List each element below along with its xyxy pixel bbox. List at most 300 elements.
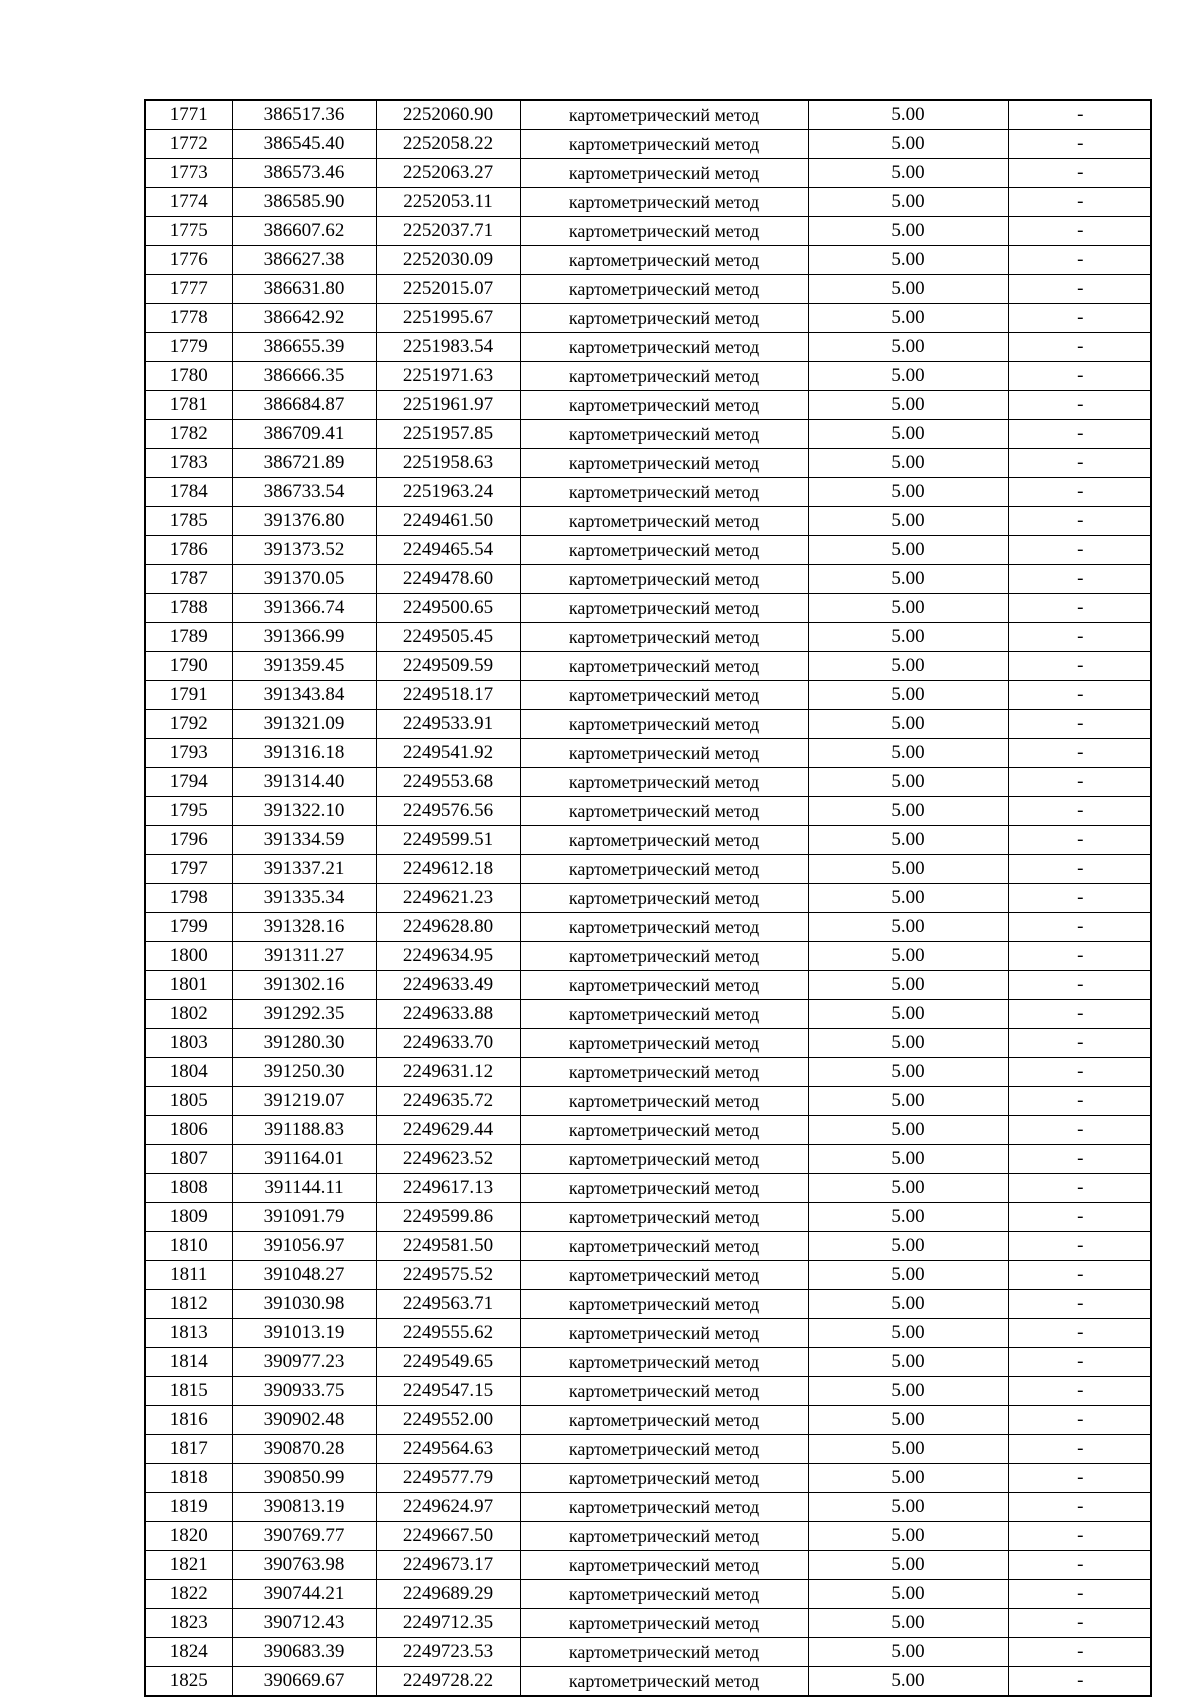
method-cell: картометрический метод bbox=[520, 275, 808, 304]
note-cell: - bbox=[1008, 333, 1152, 362]
table-row bbox=[146, 1058, 1152, 1087]
precision-cell: 5.00 bbox=[808, 1174, 1008, 1203]
y-coordinate-cell: 2249633.88 bbox=[376, 1000, 520, 1029]
note-cell: - bbox=[1008, 565, 1152, 594]
precision-cell: 5.00 bbox=[808, 449, 1008, 478]
method-cell: картометрический метод bbox=[520, 565, 808, 594]
method-cell: картометрический метод bbox=[520, 159, 808, 188]
point-number-cell: 1772 bbox=[146, 130, 232, 159]
x-coordinate-cell: 390763.98 bbox=[232, 1551, 376, 1580]
table-row bbox=[146, 1377, 1152, 1406]
x-coordinate-cell: 390850.99 bbox=[232, 1464, 376, 1493]
method-cell: картометрический метод bbox=[520, 1058, 808, 1087]
x-coordinate-cell: 391359.45 bbox=[232, 652, 376, 681]
x-coordinate-cell: 391188.83 bbox=[232, 1116, 376, 1145]
method-cell: картометрический метод bbox=[520, 855, 808, 884]
note-cell: - bbox=[1008, 1145, 1152, 1174]
precision-cell: 5.00 bbox=[808, 1580, 1008, 1609]
table-row bbox=[146, 1348, 1152, 1377]
x-coordinate-cell: 390769.77 bbox=[232, 1522, 376, 1551]
method-cell: картометрический метод bbox=[520, 1290, 808, 1319]
note-cell: - bbox=[1008, 1174, 1152, 1203]
table-row bbox=[146, 1029, 1152, 1058]
point-number-cell: 1818 bbox=[146, 1464, 232, 1493]
method-cell: картометрический метод bbox=[520, 1464, 808, 1493]
x-coordinate-cell: 390813.19 bbox=[232, 1493, 376, 1522]
y-coordinate-cell: 2249635.72 bbox=[376, 1087, 520, 1116]
note-cell: - bbox=[1008, 1319, 1152, 1348]
point-number-cell: 1805 bbox=[146, 1087, 232, 1116]
x-coordinate-cell: 391302.16 bbox=[232, 971, 376, 1000]
table-row bbox=[146, 826, 1152, 855]
note-cell: - bbox=[1008, 1232, 1152, 1261]
y-coordinate-cell: 2249673.17 bbox=[376, 1551, 520, 1580]
table-row bbox=[146, 1667, 1152, 1696]
point-number-cell: 1773 bbox=[146, 159, 232, 188]
table-row bbox=[146, 913, 1152, 942]
note-cell: - bbox=[1008, 159, 1152, 188]
y-coordinate-cell: 2251983.54 bbox=[376, 333, 520, 362]
table-row bbox=[146, 1609, 1152, 1638]
point-number-cell: 1824 bbox=[146, 1638, 232, 1667]
table-row bbox=[146, 1000, 1152, 1029]
y-coordinate-cell: 2252053.11 bbox=[376, 188, 520, 217]
y-coordinate-cell: 2251995.67 bbox=[376, 304, 520, 333]
x-coordinate-cell: 391334.59 bbox=[232, 826, 376, 855]
note-cell: - bbox=[1008, 1290, 1152, 1319]
table-row bbox=[146, 1638, 1152, 1667]
y-coordinate-cell: 2249505.45 bbox=[376, 623, 520, 652]
note-cell: - bbox=[1008, 507, 1152, 536]
x-coordinate-cell: 386684.87 bbox=[232, 391, 376, 420]
method-cell: картометрический метод bbox=[520, 1232, 808, 1261]
table-row bbox=[146, 1406, 1152, 1435]
x-coordinate-cell: 391322.10 bbox=[232, 797, 376, 826]
table-row bbox=[146, 1145, 1152, 1174]
point-number-cell: 1779 bbox=[146, 333, 232, 362]
method-cell: картометрический метод bbox=[520, 913, 808, 942]
y-coordinate-cell: 2251957.85 bbox=[376, 420, 520, 449]
note-cell: - bbox=[1008, 217, 1152, 246]
note-cell: - bbox=[1008, 1435, 1152, 1464]
x-coordinate-cell: 386627.38 bbox=[232, 246, 376, 275]
table-row bbox=[146, 797, 1152, 826]
precision-cell: 5.00 bbox=[808, 478, 1008, 507]
method-cell: картометрический метод bbox=[520, 739, 808, 768]
x-coordinate-cell: 391056.97 bbox=[232, 1232, 376, 1261]
y-coordinate-cell: 2249712.35 bbox=[376, 1609, 520, 1638]
x-coordinate-cell: 391280.30 bbox=[232, 1029, 376, 1058]
note-cell: - bbox=[1008, 652, 1152, 681]
point-number-cell: 1776 bbox=[146, 246, 232, 275]
table-row bbox=[146, 565, 1152, 594]
point-number-cell: 1792 bbox=[146, 710, 232, 739]
point-number-cell: 1784 bbox=[146, 478, 232, 507]
precision-cell: 5.00 bbox=[808, 1464, 1008, 1493]
point-number-cell: 1785 bbox=[146, 507, 232, 536]
note-cell: - bbox=[1008, 623, 1152, 652]
method-cell: картометрический метод bbox=[520, 362, 808, 391]
y-coordinate-cell: 2249547.15 bbox=[376, 1377, 520, 1406]
table-row bbox=[146, 188, 1152, 217]
y-coordinate-cell: 2249633.49 bbox=[376, 971, 520, 1000]
table-row bbox=[146, 710, 1152, 739]
point-number-cell: 1771 bbox=[146, 101, 232, 130]
method-cell: картометрический метод bbox=[520, 710, 808, 739]
y-coordinate-cell: 2252058.22 bbox=[376, 130, 520, 159]
x-coordinate-cell: 386721.89 bbox=[232, 449, 376, 478]
table-row bbox=[146, 1464, 1152, 1493]
note-cell: - bbox=[1008, 1638, 1152, 1667]
method-cell: картометрический метод bbox=[520, 826, 808, 855]
precision-cell: 5.00 bbox=[808, 565, 1008, 594]
point-number-cell: 1809 bbox=[146, 1203, 232, 1232]
table-row bbox=[146, 623, 1152, 652]
table-row bbox=[146, 217, 1152, 246]
method-cell: картометрический метод bbox=[520, 884, 808, 913]
y-coordinate-cell: 2249533.91 bbox=[376, 710, 520, 739]
table-row bbox=[146, 594, 1152, 623]
note-cell: - bbox=[1008, 1203, 1152, 1232]
point-number-cell: 1823 bbox=[146, 1609, 232, 1638]
y-coordinate-cell: 2252060.90 bbox=[376, 101, 520, 130]
method-cell: картометрический метод bbox=[520, 971, 808, 1000]
point-number-cell: 1825 bbox=[146, 1667, 232, 1696]
x-coordinate-cell: 386655.39 bbox=[232, 333, 376, 362]
method-cell: картометрический метод bbox=[520, 1377, 808, 1406]
point-number-cell: 1791 bbox=[146, 681, 232, 710]
precision-cell: 5.00 bbox=[808, 1609, 1008, 1638]
point-number-cell: 1819 bbox=[146, 1493, 232, 1522]
x-coordinate-cell: 386733.54 bbox=[232, 478, 376, 507]
point-number-cell: 1774 bbox=[146, 188, 232, 217]
x-coordinate-cell: 391164.01 bbox=[232, 1145, 376, 1174]
point-number-cell: 1795 bbox=[146, 797, 232, 826]
method-cell: картометрический метод bbox=[520, 1029, 808, 1058]
precision-cell: 5.00 bbox=[808, 797, 1008, 826]
method-cell: картометрический метод bbox=[520, 130, 808, 159]
point-number-cell: 1775 bbox=[146, 217, 232, 246]
note-cell: - bbox=[1008, 1609, 1152, 1638]
table-row bbox=[146, 652, 1152, 681]
method-cell: картометрический метод bbox=[520, 1174, 808, 1203]
y-coordinate-cell: 2249634.95 bbox=[376, 942, 520, 971]
method-cell: картометрический метод bbox=[520, 246, 808, 275]
method-cell: картометрический метод bbox=[520, 652, 808, 681]
table-row bbox=[146, 536, 1152, 565]
point-number-cell: 1800 bbox=[146, 942, 232, 971]
method-cell: картометрический метод bbox=[520, 1609, 808, 1638]
coordinates-table bbox=[146, 101, 1152, 1695]
note-cell: - bbox=[1008, 826, 1152, 855]
precision-cell: 5.00 bbox=[808, 1522, 1008, 1551]
precision-cell: 5.00 bbox=[808, 217, 1008, 246]
y-coordinate-cell: 2249541.92 bbox=[376, 739, 520, 768]
method-cell: картометрический метод bbox=[520, 1493, 808, 1522]
x-coordinate-cell: 386642.92 bbox=[232, 304, 376, 333]
method-cell: картометрический метод bbox=[520, 1116, 808, 1145]
method-cell: картометрический метод bbox=[520, 1435, 808, 1464]
point-number-cell: 1788 bbox=[146, 594, 232, 623]
table-row bbox=[146, 1522, 1152, 1551]
point-number-cell: 1796 bbox=[146, 826, 232, 855]
point-number-cell: 1816 bbox=[146, 1406, 232, 1435]
x-coordinate-cell: 390933.75 bbox=[232, 1377, 376, 1406]
y-coordinate-cell: 2249563.71 bbox=[376, 1290, 520, 1319]
x-coordinate-cell: 386709.41 bbox=[232, 420, 376, 449]
y-coordinate-cell: 2249599.51 bbox=[376, 826, 520, 855]
x-coordinate-cell: 391314.40 bbox=[232, 768, 376, 797]
note-cell: - bbox=[1008, 1087, 1152, 1116]
note-cell: - bbox=[1008, 594, 1152, 623]
note-cell: - bbox=[1008, 1522, 1152, 1551]
method-cell: картометрический метод bbox=[520, 1551, 808, 1580]
point-number-cell: 1821 bbox=[146, 1551, 232, 1580]
point-number-cell: 1794 bbox=[146, 768, 232, 797]
y-coordinate-cell: 2249577.79 bbox=[376, 1464, 520, 1493]
point-number-cell: 1808 bbox=[146, 1174, 232, 1203]
coordinates-table-frame bbox=[144, 99, 1152, 1697]
x-coordinate-cell: 391366.74 bbox=[232, 594, 376, 623]
x-coordinate-cell: 391373.52 bbox=[232, 536, 376, 565]
note-cell: - bbox=[1008, 1580, 1152, 1609]
precision-cell: 5.00 bbox=[808, 536, 1008, 565]
table-row bbox=[146, 478, 1152, 507]
precision-cell: 5.00 bbox=[808, 1551, 1008, 1580]
precision-cell: 5.00 bbox=[808, 1406, 1008, 1435]
y-coordinate-cell: 2249599.86 bbox=[376, 1203, 520, 1232]
x-coordinate-cell: 391328.16 bbox=[232, 913, 376, 942]
method-cell: картометрический метод bbox=[520, 101, 808, 130]
precision-cell: 5.00 bbox=[808, 362, 1008, 391]
table-row bbox=[146, 507, 1152, 536]
point-number-cell: 1807 bbox=[146, 1145, 232, 1174]
x-coordinate-cell: 390744.21 bbox=[232, 1580, 376, 1609]
precision-cell: 5.00 bbox=[808, 623, 1008, 652]
precision-cell: 5.00 bbox=[808, 1029, 1008, 1058]
note-cell: - bbox=[1008, 681, 1152, 710]
x-coordinate-cell: 390669.67 bbox=[232, 1667, 376, 1696]
note-cell: - bbox=[1008, 478, 1152, 507]
note-cell: - bbox=[1008, 971, 1152, 1000]
x-coordinate-cell: 391250.30 bbox=[232, 1058, 376, 1087]
note-cell: - bbox=[1008, 884, 1152, 913]
note-cell: - bbox=[1008, 913, 1152, 942]
method-cell: картометрический метод bbox=[520, 1261, 808, 1290]
table-row bbox=[146, 333, 1152, 362]
method-cell: картометрический метод bbox=[520, 942, 808, 971]
table-row bbox=[146, 1203, 1152, 1232]
table-row bbox=[146, 246, 1152, 275]
precision-cell: 5.00 bbox=[808, 913, 1008, 942]
table-row bbox=[146, 1261, 1152, 1290]
precision-cell: 5.00 bbox=[808, 594, 1008, 623]
table-row bbox=[146, 971, 1152, 1000]
method-cell: картометрический метод bbox=[520, 1580, 808, 1609]
point-number-cell: 1790 bbox=[146, 652, 232, 681]
note-cell: - bbox=[1008, 797, 1152, 826]
table-row bbox=[146, 449, 1152, 478]
table-row bbox=[146, 391, 1152, 420]
x-coordinate-cell: 391376.80 bbox=[232, 507, 376, 536]
precision-cell: 5.00 bbox=[808, 1435, 1008, 1464]
note-cell: - bbox=[1008, 1261, 1152, 1290]
precision-cell: 5.00 bbox=[808, 855, 1008, 884]
note-cell: - bbox=[1008, 1493, 1152, 1522]
method-cell: картометрический метод bbox=[520, 1319, 808, 1348]
note-cell: - bbox=[1008, 246, 1152, 275]
y-coordinate-cell: 2249689.29 bbox=[376, 1580, 520, 1609]
y-coordinate-cell: 2249628.80 bbox=[376, 913, 520, 942]
precision-cell: 5.00 bbox=[808, 188, 1008, 217]
point-number-cell: 1797 bbox=[146, 855, 232, 884]
precision-cell: 5.00 bbox=[808, 1377, 1008, 1406]
method-cell: картометрический метод bbox=[520, 1406, 808, 1435]
y-coordinate-cell: 2249478.60 bbox=[376, 565, 520, 594]
method-cell: картометрический метод bbox=[520, 478, 808, 507]
point-number-cell: 1781 bbox=[146, 391, 232, 420]
point-number-cell: 1793 bbox=[146, 739, 232, 768]
precision-cell: 5.00 bbox=[808, 420, 1008, 449]
precision-cell: 5.00 bbox=[808, 159, 1008, 188]
y-coordinate-cell: 2249723.53 bbox=[376, 1638, 520, 1667]
x-coordinate-cell: 391048.27 bbox=[232, 1261, 376, 1290]
precision-cell: 5.00 bbox=[808, 1290, 1008, 1319]
note-cell: - bbox=[1008, 1406, 1152, 1435]
note-cell: - bbox=[1008, 536, 1152, 565]
note-cell: - bbox=[1008, 449, 1152, 478]
note-cell: - bbox=[1008, 304, 1152, 333]
precision-cell: 5.00 bbox=[808, 739, 1008, 768]
note-cell: - bbox=[1008, 1348, 1152, 1377]
x-coordinate-cell: 386517.36 bbox=[232, 101, 376, 130]
y-coordinate-cell: 2249612.18 bbox=[376, 855, 520, 884]
precision-cell: 5.00 bbox=[808, 1493, 1008, 1522]
method-cell: картометрический метод bbox=[520, 1203, 808, 1232]
y-coordinate-cell: 2249564.63 bbox=[376, 1435, 520, 1464]
point-number-cell: 1820 bbox=[146, 1522, 232, 1551]
precision-cell: 5.00 bbox=[808, 1348, 1008, 1377]
precision-cell: 5.00 bbox=[808, 246, 1008, 275]
y-coordinate-cell: 2252037.71 bbox=[376, 217, 520, 246]
y-coordinate-cell: 2249667.50 bbox=[376, 1522, 520, 1551]
y-coordinate-cell: 2249581.50 bbox=[376, 1232, 520, 1261]
table-row bbox=[146, 130, 1152, 159]
x-coordinate-cell: 391030.98 bbox=[232, 1290, 376, 1319]
x-coordinate-cell: 391343.84 bbox=[232, 681, 376, 710]
note-cell: - bbox=[1008, 1667, 1152, 1696]
precision-cell: 5.00 bbox=[808, 1058, 1008, 1087]
table-row bbox=[146, 1290, 1152, 1319]
y-coordinate-cell: 2249552.00 bbox=[376, 1406, 520, 1435]
point-number-cell: 1804 bbox=[146, 1058, 232, 1087]
point-number-cell: 1814 bbox=[146, 1348, 232, 1377]
x-coordinate-cell: 391321.09 bbox=[232, 710, 376, 739]
method-cell: картометрический метод bbox=[520, 1087, 808, 1116]
point-number-cell: 1822 bbox=[146, 1580, 232, 1609]
x-coordinate-cell: 390712.43 bbox=[232, 1609, 376, 1638]
point-number-cell: 1778 bbox=[146, 304, 232, 333]
y-coordinate-cell: 2249465.54 bbox=[376, 536, 520, 565]
method-cell: картометрический метод bbox=[520, 536, 808, 565]
y-coordinate-cell: 2249624.97 bbox=[376, 1493, 520, 1522]
method-cell: картометрический метод bbox=[520, 391, 808, 420]
method-cell: картометрический метод bbox=[520, 1348, 808, 1377]
note-cell: - bbox=[1008, 275, 1152, 304]
table-row bbox=[146, 884, 1152, 913]
x-coordinate-cell: 391366.99 bbox=[232, 623, 376, 652]
precision-cell: 5.00 bbox=[808, 826, 1008, 855]
point-number-cell: 1810 bbox=[146, 1232, 232, 1261]
x-coordinate-cell: 390683.39 bbox=[232, 1638, 376, 1667]
table-row bbox=[146, 362, 1152, 391]
y-coordinate-cell: 2249509.59 bbox=[376, 652, 520, 681]
point-number-cell: 1787 bbox=[146, 565, 232, 594]
x-coordinate-cell: 386573.46 bbox=[232, 159, 376, 188]
note-cell: - bbox=[1008, 942, 1152, 971]
point-number-cell: 1802 bbox=[146, 1000, 232, 1029]
table-row bbox=[146, 1319, 1152, 1348]
point-number-cell: 1817 bbox=[146, 1435, 232, 1464]
x-coordinate-cell: 391311.27 bbox=[232, 942, 376, 971]
method-cell: картометрический метод bbox=[520, 768, 808, 797]
note-cell: - bbox=[1008, 710, 1152, 739]
note-cell: - bbox=[1008, 1116, 1152, 1145]
note-cell: - bbox=[1008, 391, 1152, 420]
precision-cell: 5.00 bbox=[808, 1232, 1008, 1261]
note-cell: - bbox=[1008, 1058, 1152, 1087]
point-number-cell: 1801 bbox=[146, 971, 232, 1000]
y-coordinate-cell: 2249555.62 bbox=[376, 1319, 520, 1348]
y-coordinate-cell: 2249623.52 bbox=[376, 1145, 520, 1174]
precision-cell: 5.00 bbox=[808, 1116, 1008, 1145]
precision-cell: 5.00 bbox=[808, 768, 1008, 797]
table-row bbox=[146, 1116, 1152, 1145]
point-number-cell: 1786 bbox=[146, 536, 232, 565]
method-cell: картометрический метод bbox=[520, 188, 808, 217]
x-coordinate-cell: 390977.23 bbox=[232, 1348, 376, 1377]
table-row bbox=[146, 1174, 1152, 1203]
x-coordinate-cell: 391091.79 bbox=[232, 1203, 376, 1232]
note-cell: - bbox=[1008, 101, 1152, 130]
y-coordinate-cell: 2251971.63 bbox=[376, 362, 520, 391]
table-row bbox=[146, 159, 1152, 188]
y-coordinate-cell: 2251958.63 bbox=[376, 449, 520, 478]
point-number-cell: 1780 bbox=[146, 362, 232, 391]
y-coordinate-cell: 2249553.68 bbox=[376, 768, 520, 797]
precision-cell: 5.00 bbox=[808, 652, 1008, 681]
x-coordinate-cell: 390902.48 bbox=[232, 1406, 376, 1435]
x-coordinate-cell: 391144.11 bbox=[232, 1174, 376, 1203]
note-cell: - bbox=[1008, 855, 1152, 884]
method-cell: картометрический метод bbox=[520, 1667, 808, 1696]
precision-cell: 5.00 bbox=[808, 942, 1008, 971]
table-row bbox=[146, 855, 1152, 884]
precision-cell: 5.00 bbox=[808, 1145, 1008, 1174]
note-cell: - bbox=[1008, 739, 1152, 768]
note-cell: - bbox=[1008, 768, 1152, 797]
point-number-cell: 1782 bbox=[146, 420, 232, 449]
x-coordinate-cell: 391335.34 bbox=[232, 884, 376, 913]
precision-cell: 5.00 bbox=[808, 1319, 1008, 1348]
point-number-cell: 1803 bbox=[146, 1029, 232, 1058]
y-coordinate-cell: 2249549.65 bbox=[376, 1348, 520, 1377]
note-cell: - bbox=[1008, 188, 1152, 217]
x-coordinate-cell: 386585.90 bbox=[232, 188, 376, 217]
x-coordinate-cell: 391292.35 bbox=[232, 1000, 376, 1029]
method-cell: картометрический метод bbox=[520, 304, 808, 333]
precision-cell: 5.00 bbox=[808, 884, 1008, 913]
